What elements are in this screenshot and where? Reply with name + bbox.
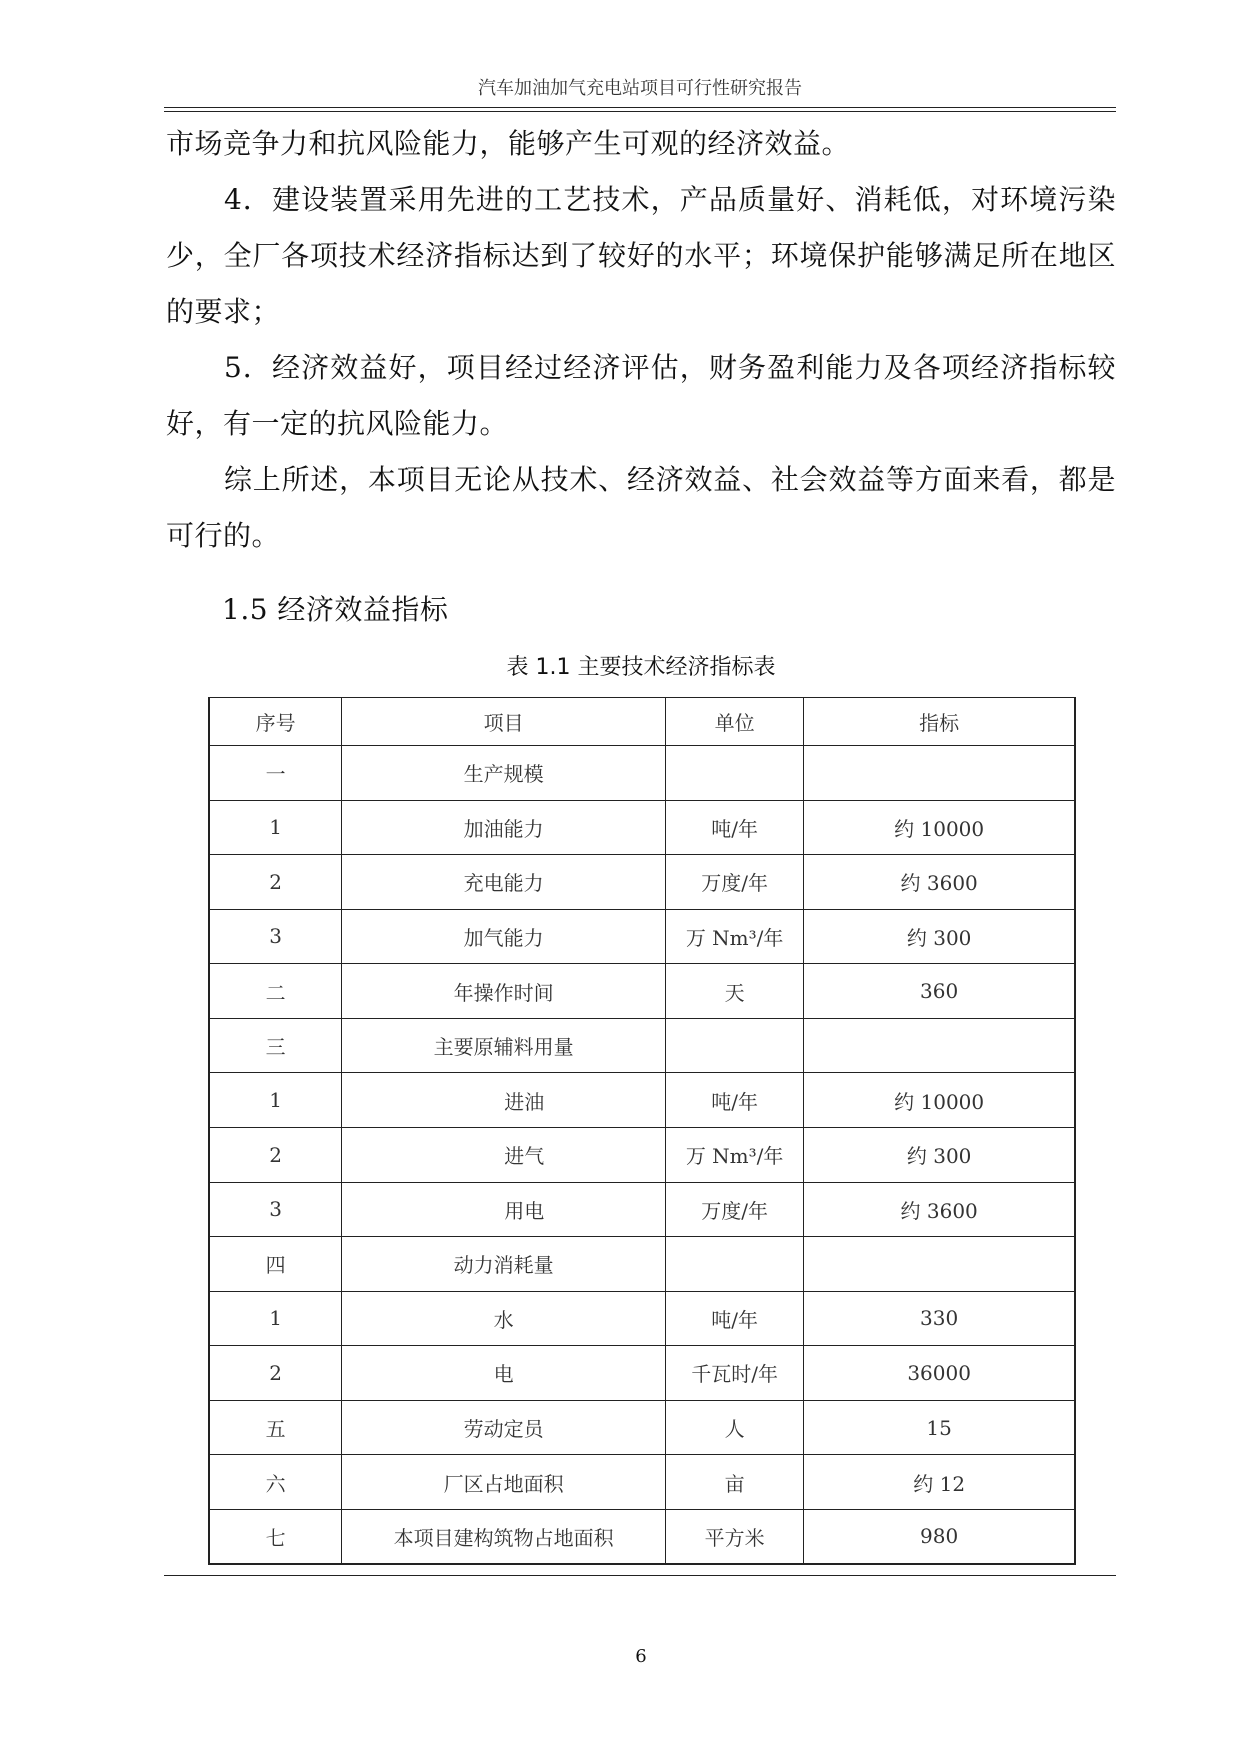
cell-value: [804, 746, 1075, 801]
cell-item: 进油: [342, 1073, 666, 1128]
cell-unit: 平方米: [665, 1509, 803, 1564]
cell-unit: 万 Nm³/年: [665, 909, 803, 964]
cell-value: 约 3600: [804, 855, 1075, 910]
table-row: [209, 1237, 1075, 1292]
cell-value: 36000: [804, 1346, 1075, 1401]
header-cell-item: 项目: [342, 698, 666, 746]
cell-no: 1: [209, 1073, 342, 1128]
body-text: [166, 116, 1116, 564]
header-rule: [164, 107, 1116, 108]
cell-item: 电: [342, 1346, 666, 1401]
page-number: 6: [635, 1646, 647, 1667]
table-row: [209, 1073, 1075, 1128]
table-row: [209, 1291, 1075, 1346]
cell-no: 五: [209, 1400, 342, 1455]
table-row: [209, 800, 1075, 855]
table-caption: 表 1.1 主要技术经济指标表: [506, 655, 776, 680]
cell-unit: 万度/年: [665, 855, 803, 910]
cell-unit: [665, 1237, 803, 1292]
cell-unit: [665, 1018, 803, 1073]
cell-value: [804, 1018, 1075, 1073]
cell-item: 用电: [342, 1182, 666, 1237]
cell-no: 2: [209, 855, 342, 910]
section-heading: 1.5 经济效益指标: [222, 593, 449, 626]
cell-no: 3: [209, 909, 342, 964]
table-row: [209, 855, 1075, 910]
cell-value: 980: [804, 1509, 1075, 1564]
header-rule-secondary: [164, 111, 1116, 112]
table-row: [209, 1509, 1075, 1564]
table-row: [209, 1400, 1075, 1455]
table-row: [209, 1127, 1075, 1182]
table-header-row: [209, 698, 1075, 746]
header-cell-no: 序号: [209, 698, 342, 746]
cell-no: 一: [209, 746, 342, 801]
cell-item: 厂区占地面积: [342, 1455, 666, 1510]
cell-unit: 万度/年: [665, 1182, 803, 1237]
cell-item: 加油能力: [342, 800, 666, 855]
cell-item: 劳动定员: [342, 1400, 666, 1455]
table-row: [209, 1182, 1075, 1237]
cell-value: [804, 1237, 1075, 1292]
cell-unit: 吨/年: [665, 1073, 803, 1128]
table-row: [209, 1018, 1075, 1073]
cell-value: 约 300: [804, 1127, 1075, 1182]
cell-item: 主要原辅料用量: [342, 1018, 666, 1073]
cell-no: 1: [209, 800, 342, 855]
cell-no: 七: [209, 1509, 342, 1564]
table-row: [209, 964, 1075, 1019]
table-row: [209, 1455, 1075, 1510]
cell-value: 约 3600: [804, 1182, 1075, 1237]
cell-no: 2: [209, 1127, 342, 1182]
cell-item: 动力消耗量: [342, 1237, 666, 1292]
paragraph: 5．经济效益好，项目经过经济评估，财务盈利能力及各项经济指标较好，有一定的抗风险能力。: [166, 351, 1116, 440]
cell-no: 3: [209, 1182, 342, 1237]
table-row: [209, 746, 1075, 801]
cell-unit: 人: [665, 1400, 803, 1455]
cell-no: 六: [209, 1455, 342, 1510]
cell-value: 330: [804, 1291, 1075, 1346]
cell-item: 加气能力: [342, 909, 666, 964]
cell-item: 生产规模: [342, 746, 666, 801]
cell-unit: [665, 746, 803, 801]
cell-unit: 万 Nm³/年: [665, 1127, 803, 1182]
cell-value: 约 10000: [804, 1073, 1075, 1128]
cell-unit: 吨/年: [665, 800, 803, 855]
running-header: 汽车加油加气充电站项目可行性研究报告: [478, 78, 802, 99]
paragraph: 市场竞争力和抗风险能力，能够产生可观的经济效益。: [166, 127, 851, 160]
cell-unit: 吨/年: [665, 1291, 803, 1346]
cell-item: 年操作时间: [342, 964, 666, 1019]
cell-item: 进气: [342, 1127, 666, 1182]
cell-value: 约 10000: [804, 800, 1075, 855]
cell-item: 水: [342, 1291, 666, 1346]
header-cell-value: 指标: [804, 698, 1075, 746]
cell-unit: 千瓦时/年: [665, 1346, 803, 1401]
table-row: [209, 1346, 1075, 1401]
cell-item: 充电能力: [342, 855, 666, 910]
cell-value: 15: [804, 1400, 1075, 1455]
cell-no: 三: [209, 1018, 342, 1073]
table-row: [209, 909, 1075, 964]
paragraph: 综上所述，本项目无论从技术、经济效益、社会效益等方面来看，都是可行的。: [166, 463, 1116, 552]
paragraph: 4．建设装置采用先进的工艺技术，产品质量好、消耗低，对环境污染少，全厂各项技术经济指标达到了较好的水平；环境保护能够满足所在地区的要求；: [166, 183, 1116, 328]
cell-no: 二: [209, 964, 342, 1019]
cell-unit: 亩: [665, 1455, 803, 1510]
cell-no: 四: [209, 1237, 342, 1292]
cell-value: 360: [804, 964, 1075, 1019]
cell-value: 约 300: [804, 909, 1075, 964]
header-cell-unit: 单位: [665, 698, 803, 746]
indicators-table: [208, 697, 1076, 1565]
cell-no: 1: [209, 1291, 342, 1346]
footer-rule: [164, 1575, 1116, 1576]
cell-value: 约 12: [804, 1455, 1075, 1510]
cell-unit: 天: [665, 964, 803, 1019]
cell-item: 本项目建构筑物占地面积: [342, 1509, 666, 1564]
cell-no: 2: [209, 1346, 342, 1401]
